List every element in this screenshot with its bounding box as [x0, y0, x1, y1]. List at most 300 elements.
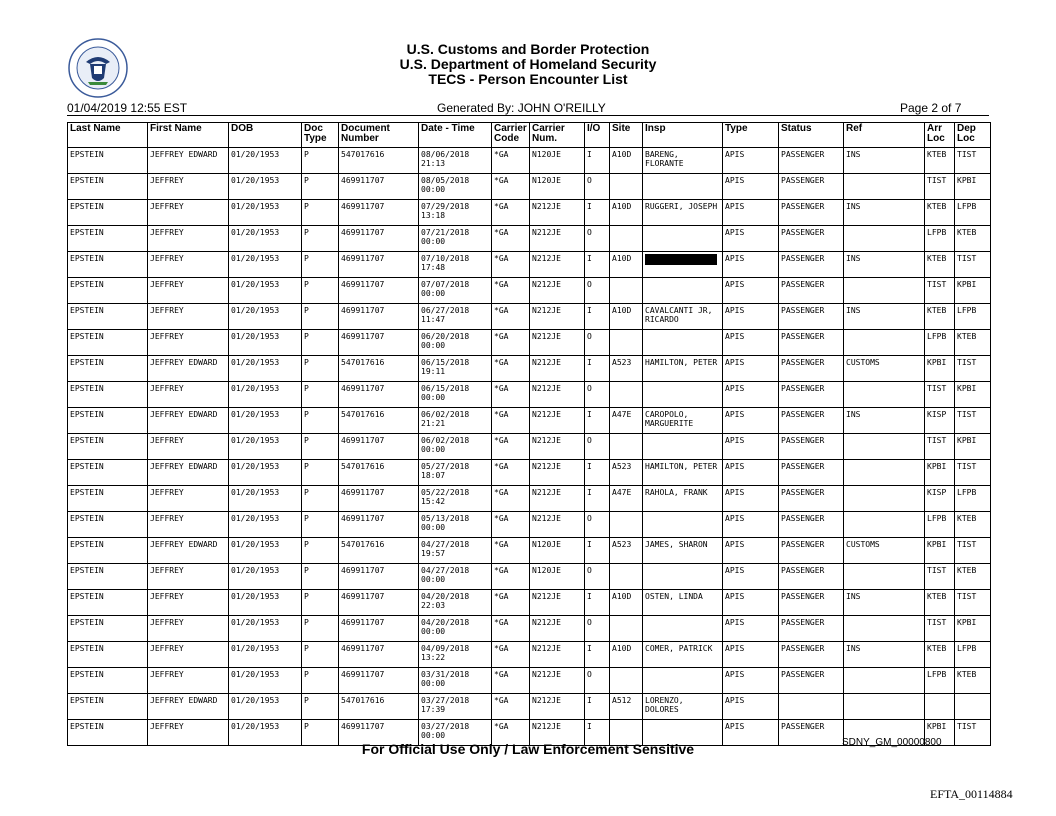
table-cell: 547017616 — [339, 356, 419, 382]
table-cell: KTEB — [925, 200, 955, 226]
agency-title: U.S. Customs and Border Protection — [406, 41, 650, 57]
table-row — [68, 538, 991, 564]
table-cell — [643, 226, 723, 252]
table-cell: APIS — [723, 642, 779, 668]
table-cell: PASSENGER — [779, 304, 844, 330]
table-cell: PASSENGER — [779, 200, 844, 226]
table-row — [68, 668, 991, 694]
table-cell: LFPB — [925, 668, 955, 694]
table-cell: *GA — [492, 616, 530, 642]
table-cell — [610, 616, 643, 642]
table-cell: *GA — [492, 512, 530, 538]
table-cell: JEFFREY — [148, 330, 229, 356]
table-cell: N212JE — [530, 356, 585, 382]
table-cell: P — [302, 278, 339, 304]
table-cell: I — [585, 408, 610, 434]
table-cell: 03/31/2018 00:00 — [419, 668, 492, 694]
table-cell: 01/20/1953 — [229, 356, 302, 382]
table-cell: PASSENGER — [779, 356, 844, 382]
table-cell: EPSTEIN — [68, 590, 148, 616]
table-cell: JEFFREY EDWARD — [148, 148, 229, 174]
table-cell: N212JE — [530, 434, 585, 460]
table-cell: 01/20/1953 — [229, 616, 302, 642]
table-cell: APIS — [723, 200, 779, 226]
table-cell: APIS — [723, 486, 779, 512]
table-cell: *GA — [492, 148, 530, 174]
table-cell: PASSENGER — [779, 382, 844, 408]
table-cell: P — [302, 668, 339, 694]
column-header: Arr Loc — [925, 123, 955, 148]
table-cell: PASSENGER — [779, 564, 844, 590]
table-cell: TIST — [925, 616, 955, 642]
table-cell: I — [585, 486, 610, 512]
table-cell: P — [302, 460, 339, 486]
table-cell: 01/20/1953 — [229, 434, 302, 460]
table-cell — [610, 382, 643, 408]
table-row — [68, 330, 991, 356]
table-cell: 01/20/1953 — [229, 564, 302, 590]
table-cell: 05/13/2018 00:00 — [419, 512, 492, 538]
table-cell: A10D — [610, 304, 643, 330]
table-cell: EPSTEIN — [68, 486, 148, 512]
table-cell: P — [302, 330, 339, 356]
table-cell: LFPB — [925, 226, 955, 252]
table-cell — [844, 382, 925, 408]
table-cell — [643, 278, 723, 304]
column-header: Date - Time — [419, 123, 492, 148]
table-cell: JEFFREY — [148, 564, 229, 590]
table-cell: 469911707 — [339, 564, 419, 590]
table-cell: EPSTEIN — [68, 512, 148, 538]
table-cell: KPBI — [955, 174, 991, 200]
table-cell: APIS — [723, 668, 779, 694]
table-cell: PASSENGER — [779, 486, 844, 512]
table-cell: I — [585, 642, 610, 668]
table-cell: EPSTEIN — [68, 382, 148, 408]
table-cell: JEFFREY — [148, 590, 229, 616]
table-cell — [925, 694, 955, 720]
table-cell: 04/09/2018 13:22 — [419, 642, 492, 668]
table-cell: PASSENGER — [779, 148, 844, 174]
table-cell: N212JE — [530, 694, 585, 720]
table-cell: LORENZO, DOLORES — [643, 694, 723, 720]
table-cell: 01/20/1953 — [229, 408, 302, 434]
table-cell: P — [302, 304, 339, 330]
table-cell: N212JE — [530, 252, 585, 278]
table-cell: JEFFREY — [148, 252, 229, 278]
table-cell: *GA — [492, 642, 530, 668]
table-cell: JEFFREY EDWARD — [148, 356, 229, 382]
table-cell: 01/20/1953 — [229, 382, 302, 408]
column-header: Insp — [643, 123, 723, 148]
table-cell: PASSENGER — [779, 538, 844, 564]
table-cell — [643, 668, 723, 694]
encounter-table — [67, 122, 991, 746]
table-cell: P — [302, 382, 339, 408]
table-cell — [610, 278, 643, 304]
table-cell: COMER, PATRICK — [643, 642, 723, 668]
table-cell: APIS — [723, 304, 779, 330]
table-cell: EPSTEIN — [68, 226, 148, 252]
table-cell: N212JE — [530, 720, 585, 746]
table-cell: TIST — [955, 720, 991, 746]
table-cell: P — [302, 512, 339, 538]
table-cell: JEFFREY — [148, 174, 229, 200]
table-cell: APIS — [723, 720, 779, 746]
table-cell: 547017616 — [339, 460, 419, 486]
table-cell: TIST — [925, 564, 955, 590]
table-cell: EPSTEIN — [68, 148, 148, 174]
table-cell: CUSTOMS — [844, 356, 925, 382]
table-cell: *GA — [492, 434, 530, 460]
table-cell — [844, 512, 925, 538]
table-cell: N212JE — [530, 668, 585, 694]
table-cell: 01/20/1953 — [229, 278, 302, 304]
bates-number: SDNY_GM_00000800 — [842, 737, 942, 748]
table-cell: EPSTEIN — [68, 330, 148, 356]
table-cell: I — [585, 720, 610, 746]
table-cell: A47E — [610, 486, 643, 512]
table-cell: JEFFREY — [148, 486, 229, 512]
table-cell: I — [585, 538, 610, 564]
table-cell: A47E — [610, 408, 643, 434]
table-cell: P — [302, 200, 339, 226]
table-row — [68, 252, 991, 278]
table-cell: EPSTEIN — [68, 538, 148, 564]
table-cell: I — [585, 590, 610, 616]
table-cell: JEFFREY EDWARD — [148, 538, 229, 564]
table-cell: P — [302, 590, 339, 616]
table-cell: INS — [844, 304, 925, 330]
table-cell: P — [302, 434, 339, 460]
table-cell — [643, 512, 723, 538]
table-cell: I — [585, 148, 610, 174]
table-cell — [643, 564, 723, 590]
column-header: Dep Loc — [955, 123, 991, 148]
table-cell — [610, 330, 643, 356]
table-cell — [844, 174, 925, 200]
table-cell: APIS — [723, 590, 779, 616]
table-cell: N212JE — [530, 512, 585, 538]
table-cell: JEFFREY — [148, 642, 229, 668]
table-cell: 01/20/1953 — [229, 512, 302, 538]
table-cell — [844, 278, 925, 304]
table-cell: P — [302, 408, 339, 434]
table-body — [68, 148, 991, 746]
table-cell: O — [585, 564, 610, 590]
table-cell: 08/05/2018 00:00 — [419, 174, 492, 200]
table-cell: 469911707 — [339, 642, 419, 668]
table-cell — [643, 382, 723, 408]
table-cell: PASSENGER — [779, 720, 844, 746]
table-cell: P — [302, 694, 339, 720]
table-cell: 01/20/1953 — [229, 304, 302, 330]
table-cell: 469911707 — [339, 616, 419, 642]
table-cell: KTEB — [955, 226, 991, 252]
table-cell: TIST — [955, 148, 991, 174]
table-cell: P — [302, 174, 339, 200]
table-cell: 469911707 — [339, 200, 419, 226]
column-header: Ref — [844, 123, 925, 148]
table-cell: EPSTEIN — [68, 434, 148, 460]
table-cell: KPBI — [925, 460, 955, 486]
table-cell: *GA — [492, 538, 530, 564]
table-cell — [643, 174, 723, 200]
table-cell: APIS — [723, 148, 779, 174]
table-cell — [844, 668, 925, 694]
table-cell: EPSTEIN — [68, 460, 148, 486]
table-cell: LFPB — [955, 304, 991, 330]
table-cell: N212JE — [530, 304, 585, 330]
table-cell: 469911707 — [339, 304, 419, 330]
table-cell: EPSTEIN — [68, 408, 148, 434]
table-cell: 01/20/1953 — [229, 200, 302, 226]
table-cell: LFPB — [925, 330, 955, 356]
table-row — [68, 200, 991, 226]
table-cell: PASSENGER — [779, 174, 844, 200]
table-cell: PASSENGER — [779, 226, 844, 252]
table-cell: N212JE — [530, 200, 585, 226]
report-title-block — [0, 42, 1056, 87]
table-cell: INS — [844, 252, 925, 278]
table-cell: APIS — [723, 460, 779, 486]
table-cell: *GA — [492, 486, 530, 512]
table-cell: A523 — [610, 538, 643, 564]
table-cell: 07/10/2018 17:48 — [419, 252, 492, 278]
table-cell: 07/29/2018 13:18 — [419, 200, 492, 226]
table-cell: A523 — [610, 460, 643, 486]
table-cell: 01/20/1953 — [229, 538, 302, 564]
table-cell: APIS — [723, 330, 779, 356]
column-header: DOB — [229, 123, 302, 148]
table-cell: APIS — [723, 174, 779, 200]
table-cell: 547017616 — [339, 538, 419, 564]
table-cell: EPSTEIN — [68, 668, 148, 694]
table-cell: I — [585, 304, 610, 330]
table-cell: INS — [844, 590, 925, 616]
table-cell: PASSENGER — [779, 330, 844, 356]
table-cell: I — [585, 694, 610, 720]
table-cell: P — [302, 252, 339, 278]
column-header: Carrier Num. — [530, 123, 585, 148]
table-cell: JAMES, SHARON — [643, 538, 723, 564]
table-cell: APIS — [723, 408, 779, 434]
table-cell: HAMILTON, PETER — [643, 356, 723, 382]
table-cell — [955, 694, 991, 720]
table-cell: *GA — [492, 694, 530, 720]
table-cell: PASSENGER — [779, 278, 844, 304]
column-header: Site — [610, 123, 643, 148]
table-cell: JEFFREY EDWARD — [148, 408, 229, 434]
table-cell: KISP — [925, 408, 955, 434]
table-header — [68, 123, 991, 148]
table-cell — [779, 694, 844, 720]
table-cell: EPSTEIN — [68, 694, 148, 720]
table-cell: O — [585, 434, 610, 460]
table-cell: OSTEN, LINDA — [643, 590, 723, 616]
table-cell: KTEB — [955, 564, 991, 590]
table-cell: *GA — [492, 356, 530, 382]
table-cell: *GA — [492, 668, 530, 694]
table-cell: 01/20/1953 — [229, 668, 302, 694]
table-row — [68, 174, 991, 200]
table-row — [68, 434, 991, 460]
table-cell: JEFFREY — [148, 304, 229, 330]
table-cell: KTEB — [925, 148, 955, 174]
table-cell: 469911707 — [339, 512, 419, 538]
table-cell — [844, 460, 925, 486]
table-cell: INS — [844, 200, 925, 226]
table-cell: PASSENGER — [779, 616, 844, 642]
table-cell: INS — [844, 408, 925, 434]
table-cell: 03/27/2018 17:39 — [419, 694, 492, 720]
table-cell: KPBI — [925, 356, 955, 382]
table-cell: EPSTEIN — [68, 278, 148, 304]
header-divider — [67, 115, 989, 116]
column-header: Document Number — [339, 123, 419, 148]
table-cell: TIST — [955, 356, 991, 382]
table-cell: *GA — [492, 200, 530, 226]
table-cell: APIS — [723, 694, 779, 720]
table-cell: 547017616 — [339, 694, 419, 720]
table-cell: KTEB — [955, 668, 991, 694]
table-cell: KPBI — [955, 382, 991, 408]
table-cell: *GA — [492, 382, 530, 408]
table-cell: N212JE — [530, 330, 585, 356]
table-cell: KISP — [925, 486, 955, 512]
table-cell: N212JE — [530, 460, 585, 486]
table-cell — [844, 694, 925, 720]
table-cell: JEFFREY EDWARD — [148, 460, 229, 486]
table-cell: RUGGERI, JOSEPH — [643, 200, 723, 226]
table-cell: N212JE — [530, 226, 585, 252]
table-row — [68, 460, 991, 486]
table-cell: 05/22/2018 15:42 — [419, 486, 492, 512]
table-cell: 469911707 — [339, 382, 419, 408]
table-cell: 469911707 — [339, 668, 419, 694]
table-cell: LFPB — [955, 200, 991, 226]
table-cell: I — [585, 252, 610, 278]
table-cell: INS — [844, 642, 925, 668]
table-cell: PASSENGER — [779, 512, 844, 538]
table-cell: JEFFREY EDWARD — [148, 694, 229, 720]
table-cell: 06/20/2018 00:00 — [419, 330, 492, 356]
table-cell: PASSENGER — [779, 642, 844, 668]
table-row — [68, 512, 991, 538]
table-cell: CUSTOMS — [844, 538, 925, 564]
table-cell: *GA — [492, 460, 530, 486]
table-cell: JEFFREY — [148, 226, 229, 252]
table-cell: PASSENGER — [779, 408, 844, 434]
department-title: U.S. Department of Homeland Security — [399, 56, 657, 72]
table-row — [68, 590, 991, 616]
table-cell: TIST — [955, 460, 991, 486]
table-cell: P — [302, 538, 339, 564]
table-cell: O — [585, 512, 610, 538]
table-cell: *GA — [492, 564, 530, 590]
table-cell: N212JE — [530, 408, 585, 434]
table-cell: 04/20/2018 00:00 — [419, 616, 492, 642]
table-cell: APIS — [723, 278, 779, 304]
table-cell: APIS — [723, 226, 779, 252]
table-cell — [610, 512, 643, 538]
table-cell: 07/21/2018 00:00 — [419, 226, 492, 252]
column-header: Type — [723, 123, 779, 148]
table-cell: N212JE — [530, 382, 585, 408]
table-cell: 469911707 — [339, 486, 419, 512]
table-cell: A10D — [610, 590, 643, 616]
table-cell: *GA — [492, 590, 530, 616]
table-cell: JEFFREY — [148, 200, 229, 226]
column-header: Last Name — [68, 123, 148, 148]
table-cell: TIST — [955, 590, 991, 616]
table-cell: APIS — [723, 512, 779, 538]
table-cell: JEFFREY — [148, 434, 229, 460]
table-cell: APIS — [723, 382, 779, 408]
table-cell: 469911707 — [339, 252, 419, 278]
table-cell: JEFFREY — [148, 512, 229, 538]
column-header: Status — [779, 123, 844, 148]
table-cell: PASSENGER — [779, 590, 844, 616]
table-cell: LFPB — [955, 486, 991, 512]
table-cell: P — [302, 642, 339, 668]
table-cell: 547017616 — [339, 408, 419, 434]
page-total: 7 — [954, 101, 962, 115]
table-cell: 469911707 — [339, 174, 419, 200]
table-row — [68, 564, 991, 590]
table-cell: 469911707 — [339, 720, 419, 746]
table-cell: 01/20/1953 — [229, 720, 302, 746]
table-cell: *GA — [492, 278, 530, 304]
table-row — [68, 408, 991, 434]
table-cell: 01/20/1953 — [229, 486, 302, 512]
table-cell: N120JE — [530, 564, 585, 590]
table-row — [68, 356, 991, 382]
table-cell: CAROPOLO, MARGUERITE — [643, 408, 723, 434]
classification-caveat: For Official Use Only / Law Enforcement Sensitive — [361, 741, 695, 757]
table-cell: 01/20/1953 — [229, 642, 302, 668]
generated-by: Generated By: JOHN O'REILLY — [437, 101, 606, 115]
table-cell: *GA — [492, 252, 530, 278]
column-header: First Name — [148, 123, 229, 148]
table-cell: 06/15/2018 19:11 — [419, 356, 492, 382]
table-cell — [844, 226, 925, 252]
table-cell: TIST — [925, 174, 955, 200]
table-cell: JEFFREY — [148, 668, 229, 694]
table-cell: LFPB — [955, 642, 991, 668]
table-cell: O — [585, 616, 610, 642]
table-cell: *GA — [492, 174, 530, 200]
table-cell: JEFFREY — [148, 382, 229, 408]
table-row — [68, 694, 991, 720]
table-cell: I — [585, 200, 610, 226]
table-cell — [610, 668, 643, 694]
table-cell: APIS — [723, 356, 779, 382]
table-cell: JEFFREY — [148, 720, 229, 746]
table-cell: P — [302, 148, 339, 174]
table-cell: *GA — [492, 304, 530, 330]
table-cell: O — [585, 278, 610, 304]
table-cell: BARENG, FLORANTE — [643, 148, 723, 174]
table-cell: 469911707 — [339, 434, 419, 460]
table-cell — [610, 434, 643, 460]
table-cell: KTEB — [925, 590, 955, 616]
table-cell: P — [302, 486, 339, 512]
table-cell: A10D — [610, 148, 643, 174]
column-header: Doc Type — [302, 123, 339, 148]
table-row — [68, 486, 991, 512]
table-row — [68, 148, 991, 174]
